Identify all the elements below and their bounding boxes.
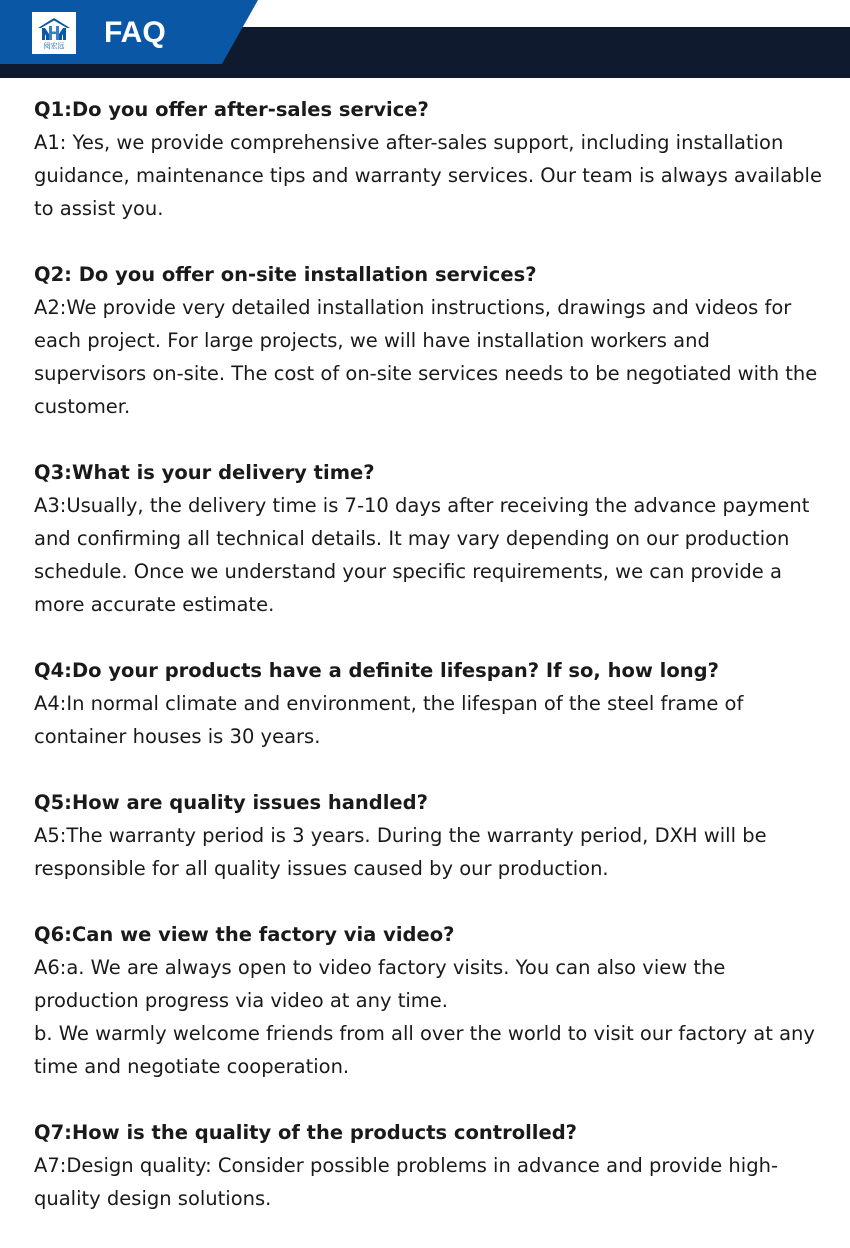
faq-item xyxy=(34,93,824,225)
faq-question: Q2: Do you offer on-site installation services? xyxy=(34,263,537,286)
faq-answer: A2:We provide very detailed installation instructions, drawings and videos for each project. For large projects, we will have installation workers and supervisors on-site. The cost of on-site services needs to be negotiated with the customer. xyxy=(34,296,818,418)
faq-question: Q4:Do your products have a definite lifespan? If so, how long? xyxy=(34,659,719,682)
logo-text: 阅宏远 xyxy=(43,41,65,50)
faq-answer: A5:The warranty period is 3 years. During the warranty period, DXH will be responsible for all quality issues caused by our production. xyxy=(34,824,767,880)
page-header xyxy=(0,0,850,78)
faq-answer: A6:a. We are always open to video factory visits. You can also view the production progress via video at any time. xyxy=(34,956,726,1012)
brand-logo xyxy=(32,12,76,54)
house-logo-icon xyxy=(37,17,71,41)
faq-item xyxy=(34,654,824,753)
faq-answer: A4:In normal climate and environment, the lifespan of the steel frame of container houses is 30 years. xyxy=(34,692,744,748)
faq-item xyxy=(34,918,824,1083)
faq-item xyxy=(34,456,824,621)
faq-answer: b. We warmly welcome friends from all over the world to visit our factory at any time and negotiate cooperation. xyxy=(34,1022,815,1078)
faq-list xyxy=(34,93,824,1248)
faq-question: Q3:What is your delivery time? xyxy=(34,461,375,484)
faq-answer: A1: Yes, we provide comprehensive after-sales support, including installation guidance, maintenance tips and warranty services. Our team is always available to assist you. xyxy=(34,131,822,220)
faq-answer: A7:Design quality: Consider possible problems in advance and provide high-quality design solutions. xyxy=(34,1154,778,1210)
faq-question: Q5:How are quality issues handled? xyxy=(34,791,428,814)
faq-question: Q1:Do you offer after-sales service? xyxy=(34,98,429,121)
faq-answer: A3:Usually, the delivery time is 7-10 days after receiving the advance payment and confirming all technical details. It may vary depending on our production schedule. Once we understand your specific requirements, we can provide a more accurate estimate. xyxy=(34,494,810,616)
faq-item xyxy=(34,786,824,885)
page-title: FAQ xyxy=(104,16,166,49)
faq-question: Q7:How is the quality of the products controlled? xyxy=(34,1121,577,1144)
faq-item xyxy=(34,258,824,423)
faq-question: Q6:Can we view the factory via video? xyxy=(34,923,455,946)
faq-item xyxy=(34,1116,824,1215)
